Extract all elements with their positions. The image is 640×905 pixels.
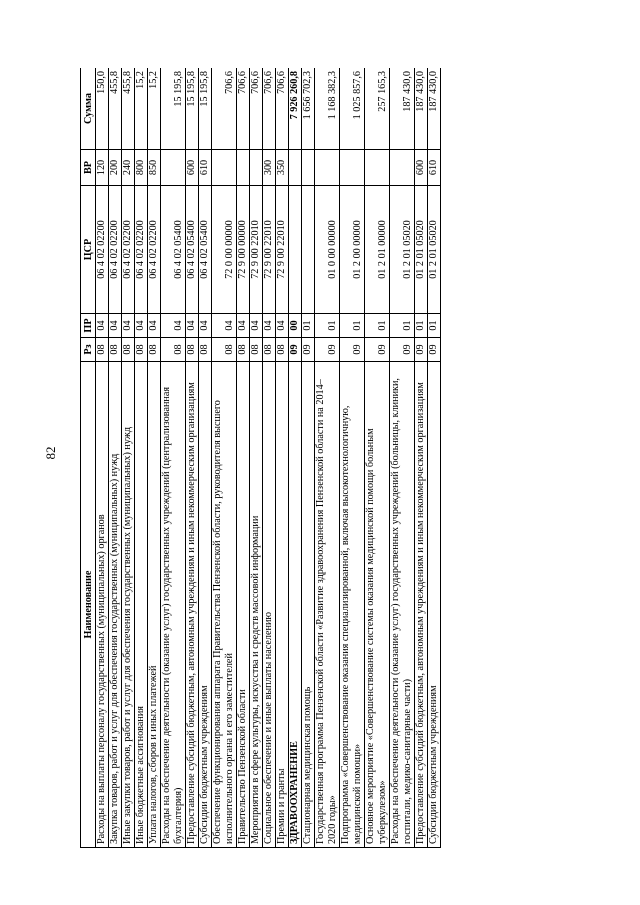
cell-csr: 72 9 00 22010 <box>276 186 289 314</box>
cell-name: Социальное обеспечение и иные выплаты населению <box>263 362 276 848</box>
cell-csr: 01 2 01 05020 <box>415 186 428 314</box>
budget-table <box>80 68 441 848</box>
cell-csr: 06 4 02 02200 <box>148 186 161 314</box>
cell-sum: 187 430,0 <box>415 68 428 150</box>
page-number: 82 <box>43 446 58 460</box>
cell-vr: 600 <box>415 150 428 186</box>
cell-vr: 300 <box>263 150 276 186</box>
header-pr: ПР <box>81 314 96 338</box>
cell-rz: 09 <box>302 338 315 362</box>
cell-name: Премии и гранты <box>276 362 289 848</box>
cell-name: Государственная программа Пензенской области «Развитие здравоохранения Пензенской области на 2014–2020 годы» <box>315 362 340 848</box>
cell-rz: 09 <box>428 338 441 362</box>
cell-pr: 04 <box>122 314 135 338</box>
budget-table-container <box>80 68 562 848</box>
cell-sum: 1 656 702,3 <box>302 68 315 150</box>
cell-name: Предоставление субсидий бюджетным, автономным учреждениям и иным некоммерческим организациям <box>186 362 199 848</box>
cell-rz: 08 <box>186 338 199 362</box>
cell-vr: 850 <box>148 150 161 186</box>
cell-vr <box>289 150 302 186</box>
cell-sum: 1 025 857,6 <box>340 68 365 150</box>
cell-sum: 187 430,0 <box>390 68 415 150</box>
cell-pr: 01 <box>340 314 365 338</box>
cell-rz: 09 <box>415 338 428 362</box>
cell-rz: 09 <box>365 338 390 362</box>
cell-vr: 120 <box>96 150 109 186</box>
cell-name: Субсидии бюджетным учреждениям <box>199 362 212 848</box>
cell-sum: 706,6 <box>250 68 263 150</box>
table-row <box>428 68 441 848</box>
cell-sum: 1 168 382,3 <box>315 68 340 150</box>
cell-pr: 04 <box>276 314 289 338</box>
cell-csr <box>302 186 315 314</box>
cell-csr: 06 4 02 02200 <box>135 186 148 314</box>
cell-rz: 08 <box>263 338 276 362</box>
cell-pr: 04 <box>109 314 122 338</box>
cell-sum: 15 195,8 <box>186 68 199 150</box>
cell-rz: 09 <box>390 338 415 362</box>
cell-name: Субсидии бюджетным учреждениям <box>428 362 441 848</box>
rotated-page-area <box>80 68 562 848</box>
cell-vr: 600 <box>186 150 199 186</box>
cell-csr: 06 4 02 02200 <box>96 186 109 314</box>
cell-sum: 706,6 <box>263 68 276 150</box>
cell-name: Иные закупки товаров, работ и услуг для обеспечения государственных (муниципальных) нужд <box>122 362 135 848</box>
table-row <box>237 68 250 848</box>
header-rz: Рз <box>81 338 96 362</box>
table-row <box>199 68 212 848</box>
cell-csr: 06 4 02 05400 <box>161 186 186 314</box>
cell-vr: 800 <box>135 150 148 186</box>
cell-sum: 15 195,8 <box>199 68 212 150</box>
cell-name: Расходы на выплаты персоналу государственных (муниципальных) органов <box>96 362 109 848</box>
cell-csr: 06 4 02 05400 <box>199 186 212 314</box>
cell-vr <box>302 150 315 186</box>
cell-pr: 01 <box>365 314 390 338</box>
cell-vr <box>250 150 263 186</box>
header-csr: ЦСР <box>81 186 96 314</box>
cell-rz: 08 <box>276 338 289 362</box>
cell-name: Иные бюджетные ассигнования <box>135 362 148 848</box>
cell-pr: 01 <box>390 314 415 338</box>
cell-pr: 01 <box>315 314 340 338</box>
cell-rz: 09 <box>340 338 365 362</box>
table-row <box>148 68 161 848</box>
cell-vr: 200 <box>109 150 122 186</box>
table-row <box>186 68 199 848</box>
cell-vr: 350 <box>276 150 289 186</box>
cell-pr: 04 <box>212 314 237 338</box>
cell-vr <box>212 150 237 186</box>
cell-rz: 08 <box>212 338 237 362</box>
table-row <box>289 68 302 848</box>
cell-pr: 04 <box>135 314 148 338</box>
cell-csr: 72 9 00 22010 <box>263 186 276 314</box>
cell-pr: 04 <box>199 314 212 338</box>
cell-vr <box>161 150 186 186</box>
cell-sum: 257 165,3 <box>365 68 390 150</box>
cell-vr <box>390 150 415 186</box>
table-row <box>250 68 263 848</box>
table-row <box>212 68 237 848</box>
cell-name: Закупка товаров, работ и услуг для обеспечения государственных (муниципальных) нужд <box>109 362 122 848</box>
cell-pr: 04 <box>186 314 199 338</box>
cell-rz: 08 <box>135 338 148 362</box>
table-row <box>122 68 135 848</box>
header-name: Наименование <box>81 362 96 848</box>
cell-csr: 06 4 02 02200 <box>122 186 135 314</box>
cell-rz: 08 <box>109 338 122 362</box>
cell-sum: 15,2 <box>148 68 161 150</box>
cell-pr: 04 <box>237 314 250 338</box>
header-vr: ВР <box>81 150 96 186</box>
cell-pr: 00 <box>289 314 302 338</box>
table-row <box>109 68 122 848</box>
cell-name: Обеспечение функционирования аппарата Правительства Пензенской области, руководителя высшего исполнительного органа и его заместителей <box>212 362 237 848</box>
cell-rz: 09 <box>289 338 302 362</box>
cell-csr: 01 0 00 00000 <box>315 186 340 314</box>
table-row <box>263 68 276 848</box>
cell-sum: 455,8 <box>122 68 135 150</box>
cell-pr: 01 <box>415 314 428 338</box>
cell-sum: 150,0 <box>96 68 109 150</box>
cell-vr: 610 <box>199 150 212 186</box>
cell-rz: 08 <box>237 338 250 362</box>
table-body <box>96 68 441 848</box>
cell-name: Предоставление субсидий бюджетным, автономным учреждениям и иным некоммерческим организациям <box>415 362 428 848</box>
cell-rz: 09 <box>315 338 340 362</box>
table-row <box>96 68 109 848</box>
cell-rz: 08 <box>122 338 135 362</box>
cell-name: Подпрограмма «Совершенствование оказания специализированной, включая высокотехнологичную, медицинской помощи» <box>340 362 365 848</box>
cell-sum: 706,6 <box>237 68 250 150</box>
cell-pr: 04 <box>250 314 263 338</box>
cell-vr: 610 <box>428 150 441 186</box>
cell-name: ЗДРАВООХРАНЕНИЕ <box>289 362 302 848</box>
cell-csr: 06 4 02 05400 <box>186 186 199 314</box>
table-row <box>315 68 340 848</box>
cell-rz: 08 <box>96 338 109 362</box>
cell-vr <box>340 150 365 186</box>
cell-pr: 04 <box>161 314 186 338</box>
table-row <box>276 68 289 848</box>
cell-csr: 01 2 00 00000 <box>340 186 365 314</box>
cell-sum: 15 195,8 <box>161 68 186 150</box>
cell-vr: 240 <box>122 150 135 186</box>
table-row <box>390 68 415 848</box>
cell-rz: 08 <box>148 338 161 362</box>
table-row <box>365 68 390 848</box>
table-row <box>302 68 315 848</box>
cell-csr: 01 2 01 05020 <box>428 186 441 314</box>
cell-pr: 04 <box>148 314 161 338</box>
cell-rz: 08 <box>199 338 212 362</box>
cell-csr: 01 2 01 00000 <box>365 186 390 314</box>
cell-name: Мероприятия в сфере культуры, искусства и средств массовой информации <box>250 362 263 848</box>
header-sum: Сумма <box>81 68 96 150</box>
cell-pr: 04 <box>96 314 109 338</box>
cell-vr <box>365 150 390 186</box>
cell-csr: 72 9 00 22010 <box>250 186 263 314</box>
cell-pr: 01 <box>302 314 315 338</box>
table-row <box>340 68 365 848</box>
table-row <box>415 68 428 848</box>
table-row <box>135 68 148 848</box>
cell-name: Правительство Пензенской области <box>237 362 250 848</box>
cell-rz: 08 <box>250 338 263 362</box>
cell-name: Расходы на обеспечение деятельности (оказание услуг) государственных учреждений (централизованная бухгалтерия) <box>161 362 186 848</box>
cell-name: Расходы на обеспечение деятельности (оказание услуг) государственных учреждений (больницы, клиники, госпитали, медико-санитарные части) <box>390 362 415 848</box>
cell-csr <box>289 186 302 314</box>
cell-name: Стационарная медицинская помощь <box>302 362 315 848</box>
cell-sum: 15,2 <box>135 68 148 150</box>
cell-name: Основное мероприятие «Совершенствование системы оказания медицинской помощи больным туберкулезом» <box>365 362 390 848</box>
cell-csr: 01 2 01 05020 <box>390 186 415 314</box>
cell-csr: 06 4 02 02200 <box>109 186 122 314</box>
cell-vr <box>315 150 340 186</box>
cell-pr: 04 <box>263 314 276 338</box>
cell-pr: 01 <box>428 314 441 338</box>
cell-csr: 72 0 00 00000 <box>212 186 237 314</box>
cell-vr <box>237 150 250 186</box>
cell-sum: 706,6 <box>276 68 289 150</box>
cell-name: Уплата налогов, сборов и иных платежей <box>148 362 161 848</box>
cell-sum: 455,8 <box>109 68 122 150</box>
cell-sum: 187 430,0 <box>428 68 441 150</box>
table-row <box>161 68 186 848</box>
cell-rz: 08 <box>161 338 186 362</box>
cell-csr: 72 9 00 00000 <box>237 186 250 314</box>
cell-sum: 706,6 <box>212 68 237 150</box>
cell-sum: 7 926 260,8 <box>289 68 302 150</box>
table-header-row <box>81 68 96 848</box>
